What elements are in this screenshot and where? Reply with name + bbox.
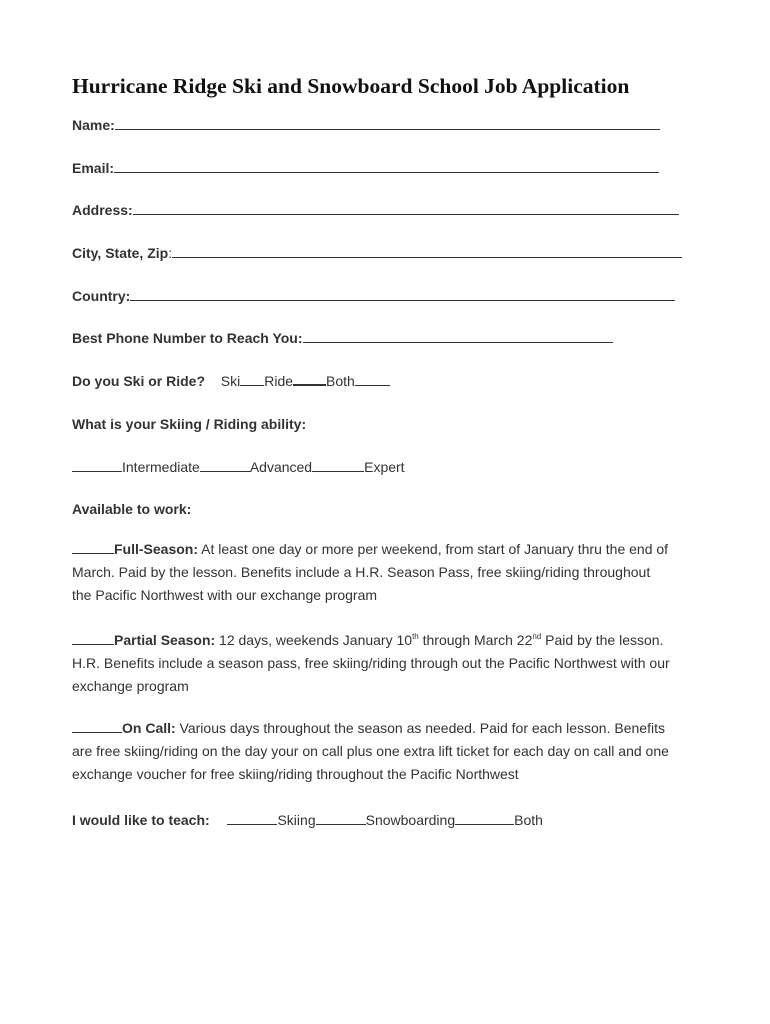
name-label: Name: <box>72 117 115 133</box>
phone-input-line[interactable] <box>303 330 613 343</box>
snowboarding-checkbox-line[interactable] <box>316 812 366 825</box>
availability-label: Available to work: <box>72 501 192 517</box>
skiing-checkbox-line[interactable] <box>227 812 277 825</box>
partial-season-label: Partial Season: <box>114 632 216 648</box>
city-state-zip-input-line[interactable] <box>172 245 682 258</box>
address-label: Address: <box>72 202 133 218</box>
country-input-line[interactable] <box>130 288 675 301</box>
ride-checkbox-line[interactable] <box>293 372 326 386</box>
name-field <box>72 116 660 134</box>
partial-season-option <box>72 629 672 698</box>
advanced-checkbox-line[interactable] <box>200 459 250 472</box>
partial-season-text-a: 12 days, weekends January 10 <box>215 632 413 648</box>
both-checkbox-line[interactable] <box>355 373 390 386</box>
address-input-line[interactable] <box>133 202 679 215</box>
page-title: Hurricane Ridge Ski and Snowboard School Job Application <box>72 74 630 98</box>
ride-option: Ride <box>264 373 294 389</box>
partial-season-sup-b: nd <box>532 632 542 641</box>
ability-question <box>72 415 306 433</box>
on-call-label: On Call: <box>122 720 176 736</box>
teach-question <box>72 811 543 829</box>
partial-season-text-b: through March 22 <box>418 632 533 648</box>
expert-checkbox-line[interactable] <box>312 459 364 472</box>
skiing-option: Skiing <box>277 812 316 828</box>
on-call-option <box>72 717 672 786</box>
country-field <box>72 287 675 305</box>
intermediate-option: Intermediate <box>122 459 200 475</box>
partial-season-sup-a: th <box>412 632 419 641</box>
partial-season-text-c: Paid by the lesson. H.R. Benefits include a season pass, free skiing/riding through out the Pacific Northwest with our exchange program <box>72 632 670 694</box>
both-option: Both <box>326 373 355 389</box>
ski-checkbox-line[interactable] <box>240 373 264 386</box>
phone-field <box>72 329 613 347</box>
on-call-description: Various days throughout the season as needed. Paid for each lesson. Benefits are free skiing/riding on the day your on call plus one extra lift ticket for each day on call and one exchange voucher for free skiing/riding throughout the Pacific Northwest <box>72 720 669 782</box>
ability-label: What is your Skiing / Riding ability: <box>72 416 307 432</box>
snowboarding-option: Snowboarding <box>365 812 456 828</box>
partial-season-checkbox-line[interactable] <box>72 632 114 645</box>
full-season-description: At least one day or more per weekend, from start of January thru the end of March. Paid by the lesson. Benefits include a H.R. Season Pass, free skiing/riding throughout the Pacific Northwest with our exchange program <box>72 541 669 603</box>
city-state-zip-label: City, State, Zip <box>72 245 169 261</box>
city-state-zip-field <box>72 244 682 262</box>
full-season-checkbox-line[interactable] <box>72 541 114 554</box>
email-label: Email: <box>72 160 115 176</box>
teach-label: I would like to teach: <box>72 812 210 828</box>
availability-heading <box>72 500 191 518</box>
both-teach-option: Both <box>514 812 543 828</box>
ski-or-ride-label: Do you Ski or Ride? <box>72 373 206 389</box>
expert-option: Expert <box>364 459 405 475</box>
full-season-label: Full-Season: <box>114 541 199 557</box>
intermediate-checkbox-line[interactable] <box>72 459 122 472</box>
country-label: Country: <box>72 288 131 304</box>
address-field <box>72 201 679 219</box>
on-call-checkbox-line[interactable] <box>72 720 122 733</box>
advanced-option: Advanced <box>249 459 313 475</box>
email-field <box>72 159 659 177</box>
ability-options <box>72 458 405 476</box>
phone-label: Best Phone Number to Reach You: <box>72 330 303 346</box>
ski-option: Ski <box>220 373 241 389</box>
city-state-zip-colon: : <box>168 245 173 261</box>
full-season-option <box>72 538 672 607</box>
both-teach-checkbox-line[interactable] <box>455 812 514 825</box>
email-input-line[interactable] <box>114 160 659 173</box>
name-input-line[interactable] <box>115 117 660 130</box>
ski-or-ride-question <box>72 372 390 390</box>
